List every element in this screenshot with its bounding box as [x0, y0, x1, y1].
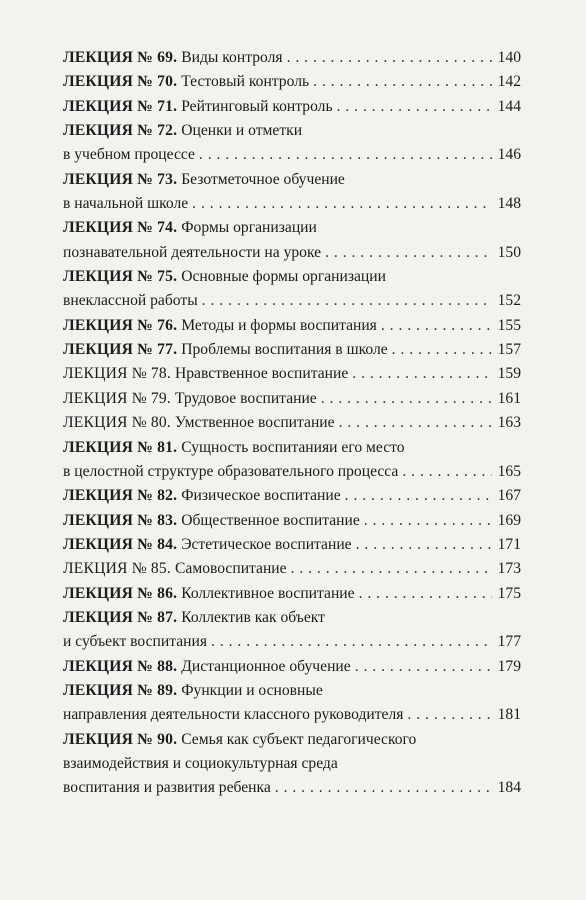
lecture-number: ЛЕКЦИЯ № 82. [63, 487, 178, 505]
toc-entry [63, 533, 521, 557]
lecture-number: ЛЕКЦИЯ № 86. [63, 584, 178, 602]
page-number: 167 [497, 487, 521, 505]
toc-entry-continuation [63, 703, 521, 727]
toc-entry [63, 265, 521, 289]
lecture-number: ЛЕКЦИЯ № 84. [63, 535, 178, 553]
lecture-title: Эстетическое воспитание [181, 535, 352, 553]
dot-leader [275, 776, 492, 800]
dot-leader [355, 655, 492, 679]
page-number: 181 [497, 706, 521, 724]
lecture-title-continuation: познавательной деятельности на уроке [63, 243, 322, 261]
page-number: 184 [497, 779, 521, 797]
lecture-number: ЛЕКЦИЯ № 80. [63, 414, 171, 432]
lecture-title-continuation: и субъект воспитания [63, 633, 208, 651]
dot-leader [287, 46, 492, 70]
dot-leader [321, 387, 492, 411]
dot-leader [392, 338, 492, 362]
lecture-number: ЛЕКЦИЯ № 85. [63, 560, 171, 578]
toc-entry-continuation [63, 192, 521, 216]
lecture-title: Тестовый контроль [181, 73, 310, 91]
toc-entry [63, 314, 521, 338]
page-number: 175 [497, 584, 521, 602]
toc-entry [63, 582, 521, 606]
lecture-title: Коллектив как объект [181, 608, 325, 626]
page-number: 173 [497, 560, 521, 578]
dot-leader [192, 192, 492, 216]
lecture-title-continuation: взаимодействия и социокультурная среда [63, 754, 338, 772]
lecture-title: Формы организации [181, 219, 317, 237]
lecture-number: ЛЕКЦИЯ № 77. [63, 341, 178, 359]
lecture-title: Семья как субъект педагогического [181, 730, 417, 748]
dot-leader [402, 460, 492, 484]
lecture-title: Безотметочное обучение [181, 170, 345, 188]
lecture-title: Сущность воспитанияи его место [181, 438, 405, 456]
toc-entry [63, 411, 521, 435]
toc-entry [63, 606, 521, 630]
lecture-title: Методы и формы воспитания [181, 316, 377, 334]
page-number: 150 [497, 243, 521, 261]
toc-entry-continuation [63, 143, 521, 167]
page-number: 142 [497, 73, 521, 91]
dot-leader [356, 533, 492, 557]
lecture-number: ЛЕКЦИЯ № 88. [63, 657, 178, 675]
lecture-title: Нравственное воспитание [175, 365, 349, 383]
dot-leader [325, 241, 492, 265]
lecture-title: Общественное воспитание [181, 511, 360, 529]
lecture-number: ЛЕКЦИЯ № 75. [63, 268, 178, 286]
dot-leader [313, 70, 492, 94]
toc-entry-continuation [63, 460, 521, 484]
toc-entry-continuation [63, 289, 521, 313]
toc-entry [63, 387, 521, 411]
toc-entry [63, 70, 521, 94]
toc-entry [63, 557, 521, 581]
toc-entry [63, 216, 521, 240]
lecture-title: Дистанционное обучение [181, 657, 351, 675]
page-number: 163 [497, 414, 521, 432]
page-number: 155 [497, 316, 521, 334]
toc-entry [63, 95, 521, 119]
lecture-number: ЛЕКЦИЯ № 71. [63, 97, 178, 115]
dot-leader [352, 362, 492, 386]
table-of-contents [63, 46, 521, 801]
toc-entry [63, 338, 521, 362]
lecture-number: ЛЕКЦИЯ № 81. [63, 438, 178, 456]
toc-entry [63, 655, 521, 679]
toc-entry [63, 509, 521, 533]
lecture-title: Проблемы воспитания в школе [181, 341, 388, 359]
lecture-number: ЛЕКЦИЯ № 90. [63, 730, 178, 748]
page-number: 152 [497, 292, 521, 310]
page-number: 177 [497, 633, 521, 651]
lecture-number: ЛЕКЦИЯ № 79. [63, 389, 171, 407]
dot-leader [199, 143, 492, 167]
lecture-number: ЛЕКЦИЯ № 89. [63, 681, 178, 699]
lecture-title: Трудовое воспитание [175, 389, 317, 407]
lecture-title-continuation: внеклассной работы [63, 292, 198, 310]
dot-leader [381, 314, 492, 338]
lecture-title: Виды контроля [181, 49, 283, 66]
lecture-title: Функции и основные [181, 681, 323, 699]
toc-entry-continuation [63, 776, 521, 800]
page-number: 144 [497, 97, 521, 115]
lecture-title: Коллективное воспитание [181, 584, 355, 602]
lecture-title-continuation: воспитания и развития ребенка [63, 779, 271, 797]
dot-leader [291, 557, 492, 581]
page-number: 171 [497, 535, 521, 553]
dot-leader [339, 411, 492, 435]
lecture-title-continuation: в учебном процессе [63, 146, 195, 164]
page-number: 161 [497, 389, 521, 407]
dot-leader [407, 703, 492, 727]
page-number: 148 [497, 195, 521, 213]
toc-entry-continuation [63, 752, 521, 776]
lecture-number: ЛЕКЦИЯ № 72. [63, 122, 178, 140]
dot-leader [359, 582, 492, 606]
toc-entry [63, 728, 521, 752]
lecture-number: ЛЕКЦИЯ № 74. [63, 219, 178, 237]
lecture-number: ЛЕКЦИЯ № 69. [63, 49, 178, 66]
page-number: 165 [497, 462, 521, 480]
page-number: 169 [497, 511, 521, 529]
lecture-number: ЛЕКЦИЯ № 70. [63, 73, 178, 91]
page-number: 159 [497, 365, 521, 383]
lecture-number: ЛЕКЦИЯ № 78. [63, 365, 171, 383]
toc-entry [63, 119, 521, 143]
toc-entry-continuation [63, 241, 521, 265]
lecture-title: Оценки и отметки [181, 122, 303, 140]
lecture-title-continuation: направления деятельности классного руководителя [63, 706, 404, 724]
dot-leader [364, 509, 492, 533]
lecture-title: Физическое воспитание [181, 487, 341, 505]
lecture-number: ЛЕКЦИЯ № 73. [63, 170, 178, 188]
toc-entry [63, 168, 521, 192]
toc-entry [63, 362, 521, 386]
dot-leader [211, 630, 492, 654]
toc-entry [63, 46, 521, 70]
lecture-title: Основные формы организации [181, 268, 386, 286]
toc-entry [63, 436, 521, 460]
dot-leader [337, 95, 492, 119]
lecture-title: Самовоспитание [175, 560, 287, 578]
dot-leader [345, 484, 492, 508]
toc-entry [63, 484, 521, 508]
lecture-title-continuation: в целостной структуре образовательного процесса [63, 462, 399, 480]
dot-leader [202, 289, 492, 313]
page-number: 179 [497, 657, 521, 675]
page-number: 140 [497, 49, 521, 66]
lecture-title: Рейтинговый контроль [181, 97, 333, 115]
lecture-number: ЛЕКЦИЯ № 87. [63, 608, 178, 626]
lecture-number: ЛЕКЦИЯ № 76. [63, 316, 178, 334]
toc-entry-continuation [63, 630, 521, 654]
page-number: 146 [497, 146, 521, 164]
lecture-title-continuation: в начальной школе [63, 195, 189, 213]
toc-entry [63, 679, 521, 703]
lecture-number: ЛЕКЦИЯ № 83. [63, 511, 178, 529]
lecture-title: Умственное воспитание [175, 414, 335, 432]
page-number: 157 [497, 341, 521, 359]
